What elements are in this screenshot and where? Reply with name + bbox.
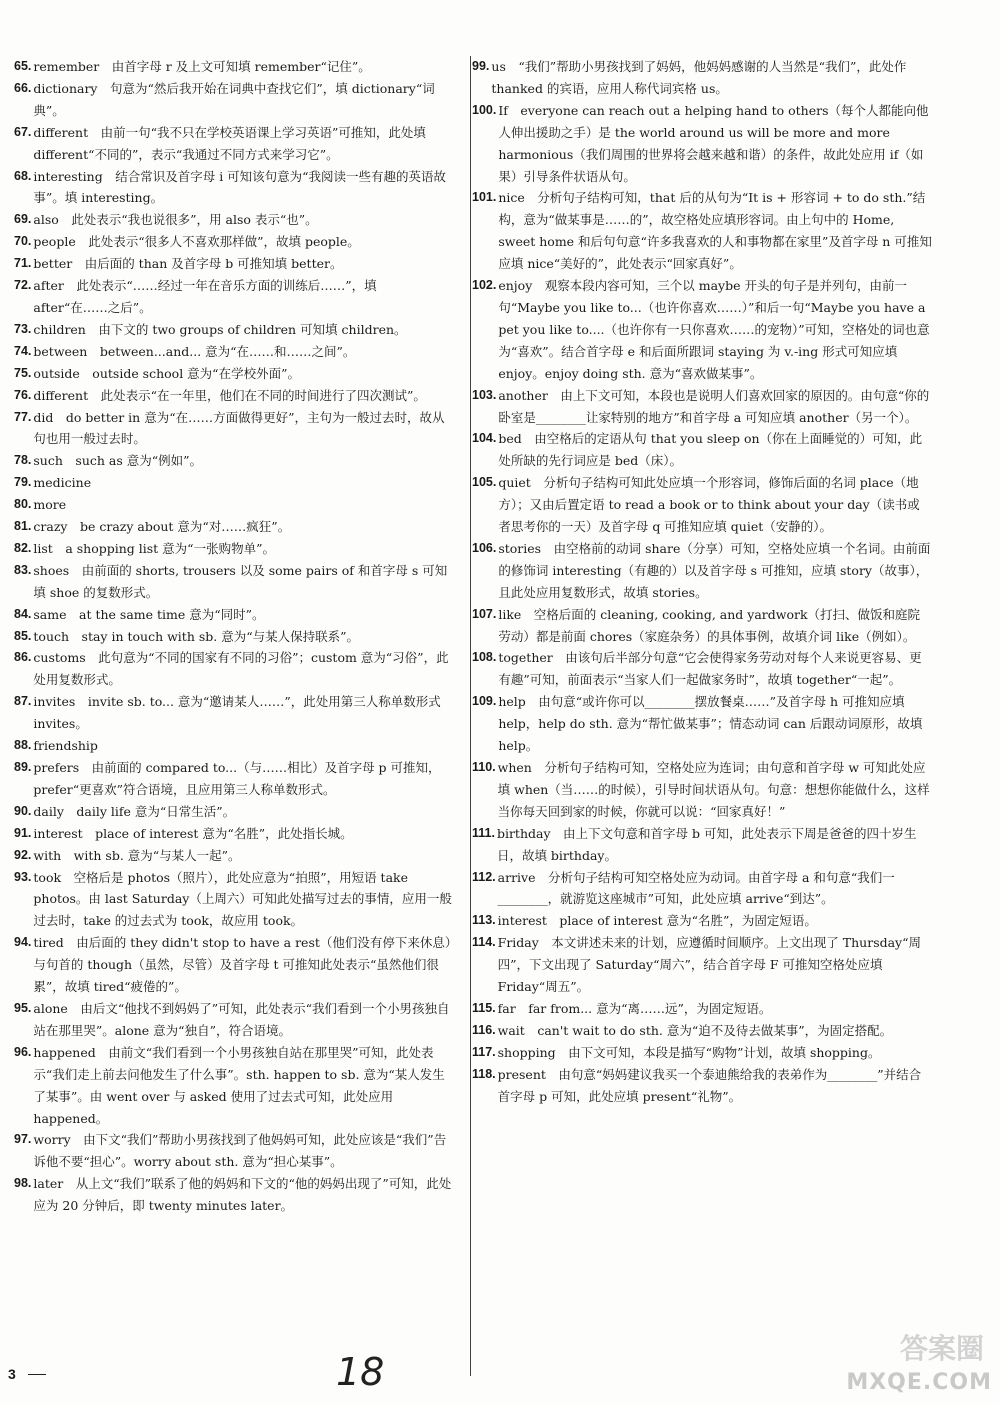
answer-number: 85. (14, 628, 32, 643)
answer-number: 99. (472, 59, 490, 73)
answer-number: 88. (14, 738, 32, 753)
answer-number: 118. (472, 1066, 496, 1081)
answer-item (14, 801, 454, 823)
answer-item (472, 275, 932, 385)
answer-item (14, 867, 454, 933)
answer-number: 93. (14, 869, 32, 884)
answer-item (14, 516, 454, 538)
answer-number: 110. (472, 760, 496, 774)
answer-text: with with sb. 意为“与某人一起”。 (33, 847, 241, 863)
answer-item (472, 867, 932, 911)
answer-number: 79. (14, 475, 32, 490)
answer-item (472, 998, 932, 1020)
right-column (472, 56, 932, 1108)
answer-text: interest place of interest 意为“名胜”，为固定短语。 (497, 913, 817, 929)
answer-item (472, 56, 932, 100)
answer-number: 114. (472, 935, 496, 950)
answer-item (14, 472, 454, 494)
answer-number: 66. (14, 80, 32, 95)
answer-text: Friday 本文讲述未来的计划，应遵循时间顺序。上文出现了 Thursday“周四”，下文出现了 Saturday“周六”，结合首字母 F 可推知空格处应填 Friday“周五”。 (497, 935, 922, 995)
answer-item (14, 1173, 454, 1217)
answer-number: 71. (14, 256, 32, 271)
answer-text: customs 此句意为“不同的国家有不同的习俗”；custom 意为“习俗”，此处用复数形式。 (33, 650, 449, 688)
answer-item (472, 757, 932, 823)
answer-item (472, 1020, 932, 1042)
answer-text: prefers 由前面的 compared to...（与……相比）及首字母 p 可推知，prefer“更喜欢”符合语境，且应用第三人称单数形式。 (33, 760, 441, 797)
answer-item (14, 56, 454, 78)
answer-text: remember 由首字母 r 及上文可知填 remember“记住”。 (33, 59, 371, 74)
answer-number: 82. (14, 540, 32, 555)
answer-text: did do better in 意为“在……方面做得更好”，主句为一般过去时，故从句也用一般过去时。 (33, 409, 445, 447)
answer-number: 90. (14, 803, 32, 818)
handwritten-page-number: 18 (336, 1350, 385, 1394)
answer-text: medicine (33, 475, 92, 491)
answer-text: invites invite sb. to... 意为“邀请某人……”，此处用第三人称单数形式 invites。 (33, 694, 441, 732)
answer-number: 70. (14, 234, 32, 249)
answer-text: crazy be crazy about 意为“对……疯狂”。 (33, 519, 291, 535)
answer-item (472, 1042, 932, 1064)
answer-item (472, 932, 932, 998)
answer-item (472, 100, 932, 188)
answer-number: 112. (472, 869, 496, 884)
answer-item (472, 538, 932, 604)
answer-text: dictionary 句意为“然后我开始在词典中查找它们”，填 dictionary“词典”。 (33, 80, 435, 118)
answer-number: 69. (14, 212, 32, 227)
answer-number: 86. (14, 650, 32, 665)
answer-item (14, 231, 454, 253)
answer-text: different 此处表示“在一年里，他们在不同的时间进行了四次测试”。 (33, 387, 426, 403)
answer-item (14, 319, 454, 341)
answer-item (14, 275, 454, 319)
answer-number: 98. (14, 1176, 32, 1191)
answer-number: 108. (472, 650, 497, 665)
answer-text: us “我们”帮助小男孩找到了妈妈，他妈妈感谢的人当然是“我们”，此处作 thanked 的宾语，应用人称代词宾格 us。 (491, 59, 907, 96)
answer-text: together 由该句后半部分句意“它会使得家务劳动对每个人来说更容易、更有趣”可知，前面表示“当家人们一起做家务时”，故填 together“一起”。 (498, 650, 922, 688)
answer-number: 67. (14, 124, 32, 139)
answer-number: 76. (14, 387, 32, 402)
answer-item (14, 385, 454, 407)
answer-item (14, 1042, 454, 1130)
answer-number: 91. (14, 825, 32, 840)
answer-item (472, 472, 932, 538)
answer-number: 81. (14, 519, 32, 534)
answer-item (14, 538, 454, 560)
answer-text: between between...and... 意为“在……和……之间”。 (33, 343, 356, 359)
answer-number: 92. (14, 847, 32, 862)
answer-item (14, 604, 454, 626)
answer-item (14, 932, 454, 998)
answer-item (14, 209, 454, 231)
answer-text: like 空格后面的 cleaning, cooking, and yardwork（打扫、做饭和庭院劳动）都是前面 chores（家庭杂务）的具体事例，故填介词 like（例如）。 (498, 606, 921, 644)
answer-text: same at the same time 意为“同时”。 (33, 606, 265, 622)
answer-item (14, 363, 454, 385)
answer-item (14, 757, 454, 801)
answer-number: 68. (14, 168, 32, 183)
answer-text: nice 分析句子结构可知，that 后的从句为“It is + 形容词 + to do sth.”结构，意为“做某事是……的”，故空格处应填形容词。由上句中的 Home, sweet home 和后句句意“许多我喜欢的人和事物都在家里”及首字母 n 可推知应填 nice“美好的”，此处表示“回家真好”。 (498, 190, 932, 272)
answer-number: 73. (14, 321, 32, 336)
answer-text: also 此处表示“我也说很多”，用 also 表示“也”。 (33, 212, 318, 228)
answer-item (14, 735, 454, 757)
answer-item (14, 1129, 454, 1173)
answer-text: more (33, 497, 67, 513)
answer-text: shoes 由前面的 shorts, trousers 以及 some pairs of 和首字母 s 可知填 shoe 的复数形式。 (33, 562, 448, 600)
answer-text: worry 由下文“我们”帮助小男孩找到了他妈妈可知，此处应该是“我们”告诉他不要“担心”。worry about sth. 意为“担心某事”。 (33, 1132, 447, 1170)
answer-text: stories 由空格前的动词 share（分享）可知，空格处应填一个名词。由前面的修饰词 interesting（有趣的）以及首字母 s 可推知，应填 story（故事），且此处应用复数形式，故填 stories。 (498, 540, 931, 600)
answer-number: 102. (472, 278, 497, 293)
answer-text: enjoy 观察本段内容可知，三个以 maybe 开头的句子是并列句，由前一句“Maybe you like to...（也许你喜欢……）”和后一句“Maybe you have a pet you like to....（也许你有一只你喜欢……的宠物）”可知，空格处的词也意为“喜欢”。结合首字母 e 和后面所跟词 staying 为 v.-ing 形式可知应填 enjoy。enjoy doing sth. 意为“喜欢做某事”。 (498, 278, 930, 381)
answer-number: 116. (472, 1022, 496, 1037)
answer-text: shopping 由下文可知，本段是描写“购物”计划，故填 shopping。 (497, 1044, 881, 1060)
page-number: 3 (8, 1366, 16, 1382)
answer-item (14, 691, 454, 735)
answer-text: bed 由空格后的定语从句 that you sleep on（你在上面睡觉的）可知，此处所缺的先行词应是 bed（床）。 (498, 431, 923, 469)
answer-text: quiet 分析句子结构可知此处应填一个形容词，修饰后面的名词 place（地方）；又由后置定语 to read a book or to think about your day（读书或者思考你的一天）及首字母 q 可推知应填 quiet（安静的）。 (498, 475, 920, 535)
answer-item (472, 428, 932, 472)
answer-text: present 由句意“妈妈建议我买一个泰迪熊给我的表弟作为________”并结合首字母 p 可知，此处应填 present“礼物”。 (497, 1066, 922, 1104)
left-column (14, 56, 454, 1217)
answer-text: interesting 结合常识及首字母 i 可知该句意为“我阅读一些有趣的英语故事”。填 interesting。 (33, 168, 447, 206)
answer-number: 96. (14, 1044, 32, 1059)
answer-number: 107. (472, 606, 497, 621)
answer-text: help 由句意“或许你可以________摆放餐桌……”及首字母 h 可推知应填 help，help do sth. 意为“帮忙做某事”；情态动词 can 后跟动词原形，故填 help。 (498, 694, 923, 754)
answer-text: far far from... 意为“离……远”，为固定短语。 (497, 1000, 772, 1016)
answer-text: different 由前一句“我不只在学校英语课上学习英语”可推知，此处填 different“不同的”，表示“我通过不同方式来学习它”。 (33, 124, 426, 162)
answer-text: better 由后面的 than 及首字母 b 可推知填 better。 (33, 256, 343, 272)
answer-item (472, 910, 932, 932)
answer-number: 74. (14, 343, 32, 358)
answer-item (14, 560, 454, 604)
answer-item (472, 187, 932, 275)
watermark-logo: 答案圈 (899, 1332, 984, 1365)
answer-text: later 从上文“我们”联系了他的妈妈和下文的“他的妈妈出现了”可知，此处应为 20 分钟后，即 twenty minutes later。 (33, 1176, 452, 1214)
answer-number: 101. (472, 190, 497, 205)
answer-item (14, 494, 454, 516)
answer-item (14, 845, 454, 867)
answer-number: 117. (472, 1044, 496, 1059)
answer-item (14, 647, 454, 691)
answer-number: 87. (14, 694, 32, 709)
answer-item (14, 823, 454, 845)
answer-number: 109. (472, 694, 497, 709)
answer-text: happened 由前文“我们看到一个小男孩独自站在那里哭”可知，此处表示“我们走上前去问他发生了什么事”。sth. happen to sb. 意为“某人发生了某事”。由 went over 与 asked 使用了过去式可知，此处应用 happened。 (33, 1044, 445, 1126)
answer-item (472, 1064, 932, 1108)
answer-text: birthday 由上下文句意和首字母 b 可知，此处表示下周是爸爸的四十岁生日，故填 birthday。 (496, 825, 917, 863)
answer-number: 105. (472, 475, 497, 490)
watermark-url: MXQE.COM (846, 1370, 992, 1395)
answer-number: 84. (14, 606, 32, 621)
answer-item (14, 253, 454, 275)
answer-text: people 此处表示“很多人不喜欢那样做”，故填 people。 (33, 234, 360, 250)
answer-number: 104. (472, 431, 497, 446)
answer-text: If everyone can reach out a helping hand to others（每个人都能向他人伸出援助之手）是 the world around us will be more and more harmonious（我们周围的世界将会越来越和谐）的条件，故此处应用 if（如果）引导条件状语从句。 (498, 102, 929, 184)
answer-number: 103. (472, 387, 497, 402)
footer-dash (28, 1374, 46, 1375)
answer-text: took 空格后是 photos（照片），此处应意为“拍照”，用短语 take photos。由 last Saturday（上周六）可知此处描写过去的事情，应用一般过去时，take 的过去式为 took，故应用 took。 (33, 869, 452, 929)
answer-number: 78. (14, 453, 32, 468)
answer-number: 113. (472, 913, 496, 928)
answer-item (14, 166, 454, 210)
answer-number: 111. (472, 825, 495, 840)
answer-text: wait can't wait to do sth. 意为“迫不及待去做某事”，为固定搭配。 (497, 1022, 893, 1038)
answer-text: children 由下文的 two groups of children 可知填 children。 (33, 321, 407, 337)
answer-item (472, 385, 932, 429)
answer-number: 115. (472, 1000, 496, 1015)
answer-text: alone 由后文“他找不到妈妈了”可知，此处表示“我们看到一个小男孩独自站在那里哭”。alone 意为“独自”，符合语境。 (33, 1000, 450, 1038)
answer-number: 94. (14, 935, 32, 950)
answer-text: such such as 意为“例如”。 (33, 453, 203, 469)
answer-text: list a shopping list 意为“一张购物单”。 (33, 540, 275, 556)
answer-text: another 由上下文可知，本段也是说明人们喜欢回家的原因的。由句意“你的卧室是________让家特别的地方”和首字母 a 可知应填 another（另一个）。 (498, 387, 930, 425)
answer-item (14, 78, 454, 122)
answer-item (14, 450, 454, 472)
answer-text: daily daily life 意为“日常生活”。 (33, 803, 236, 819)
answer-item (14, 407, 454, 451)
answer-text: when 分析句子结构可知，空格处应为连词；由句意和首字母 w 可知此处应填 when（当……的时候），引导时间状语从句。句意：想想你能做什么，这样当你每天回到家的时候，你就可以说：“回家真好！” (497, 760, 930, 819)
answer-number: 72. (14, 278, 32, 293)
answer-number: 77. (14, 409, 32, 424)
answer-number: 83. (14, 562, 32, 577)
answer-text: tired 由后面的 they didn't stop to have a rest（他们没有停下来休息）与句首的 though（虽然，尽管）及首字母 t 可推知此处表示“虽然他们很累”，故填 tired“疲倦的”。 (33, 935, 452, 995)
answer-text: arrive 分析句子结构可知空格处应为动词。由首字母 a 和句意“我们一________，就游览这座城市”可知，此处应填 arrive“到达”。 (497, 869, 895, 907)
answer-number: 65. (14, 59, 32, 73)
answer-item (472, 647, 932, 691)
answer-number: 106. (472, 540, 497, 555)
answer-text: touch stay in touch with sb. 意为“与某人保持联系”。 (33, 628, 360, 644)
answer-text: outside outside school 意为“在学校外面”。 (33, 365, 300, 381)
answer-number: 80. (14, 497, 32, 512)
answer-item (14, 341, 454, 363)
answer-item (472, 823, 932, 867)
answer-text: after 此处表示“……经过一年在音乐方面的训练后……”，填 after“在……之后”。 (33, 278, 377, 315)
column-divider (470, 56, 471, 1376)
answer-number: 89. (14, 760, 32, 774)
answer-number: 95. (14, 1000, 32, 1015)
answer-number: 100. (472, 102, 497, 117)
answer-number: 75. (14, 365, 32, 380)
answer-item (14, 626, 454, 648)
answer-text: friendship (33, 738, 98, 754)
answer-item (472, 604, 932, 648)
answer-text: interest place of interest 意为“名胜”，此处指长城。 (33, 825, 353, 841)
answer-item (472, 691, 932, 757)
answer-page (14, 56, 990, 1356)
answer-number: 97. (14, 1132, 32, 1147)
answer-item (14, 122, 454, 166)
answer-item (14, 998, 454, 1042)
